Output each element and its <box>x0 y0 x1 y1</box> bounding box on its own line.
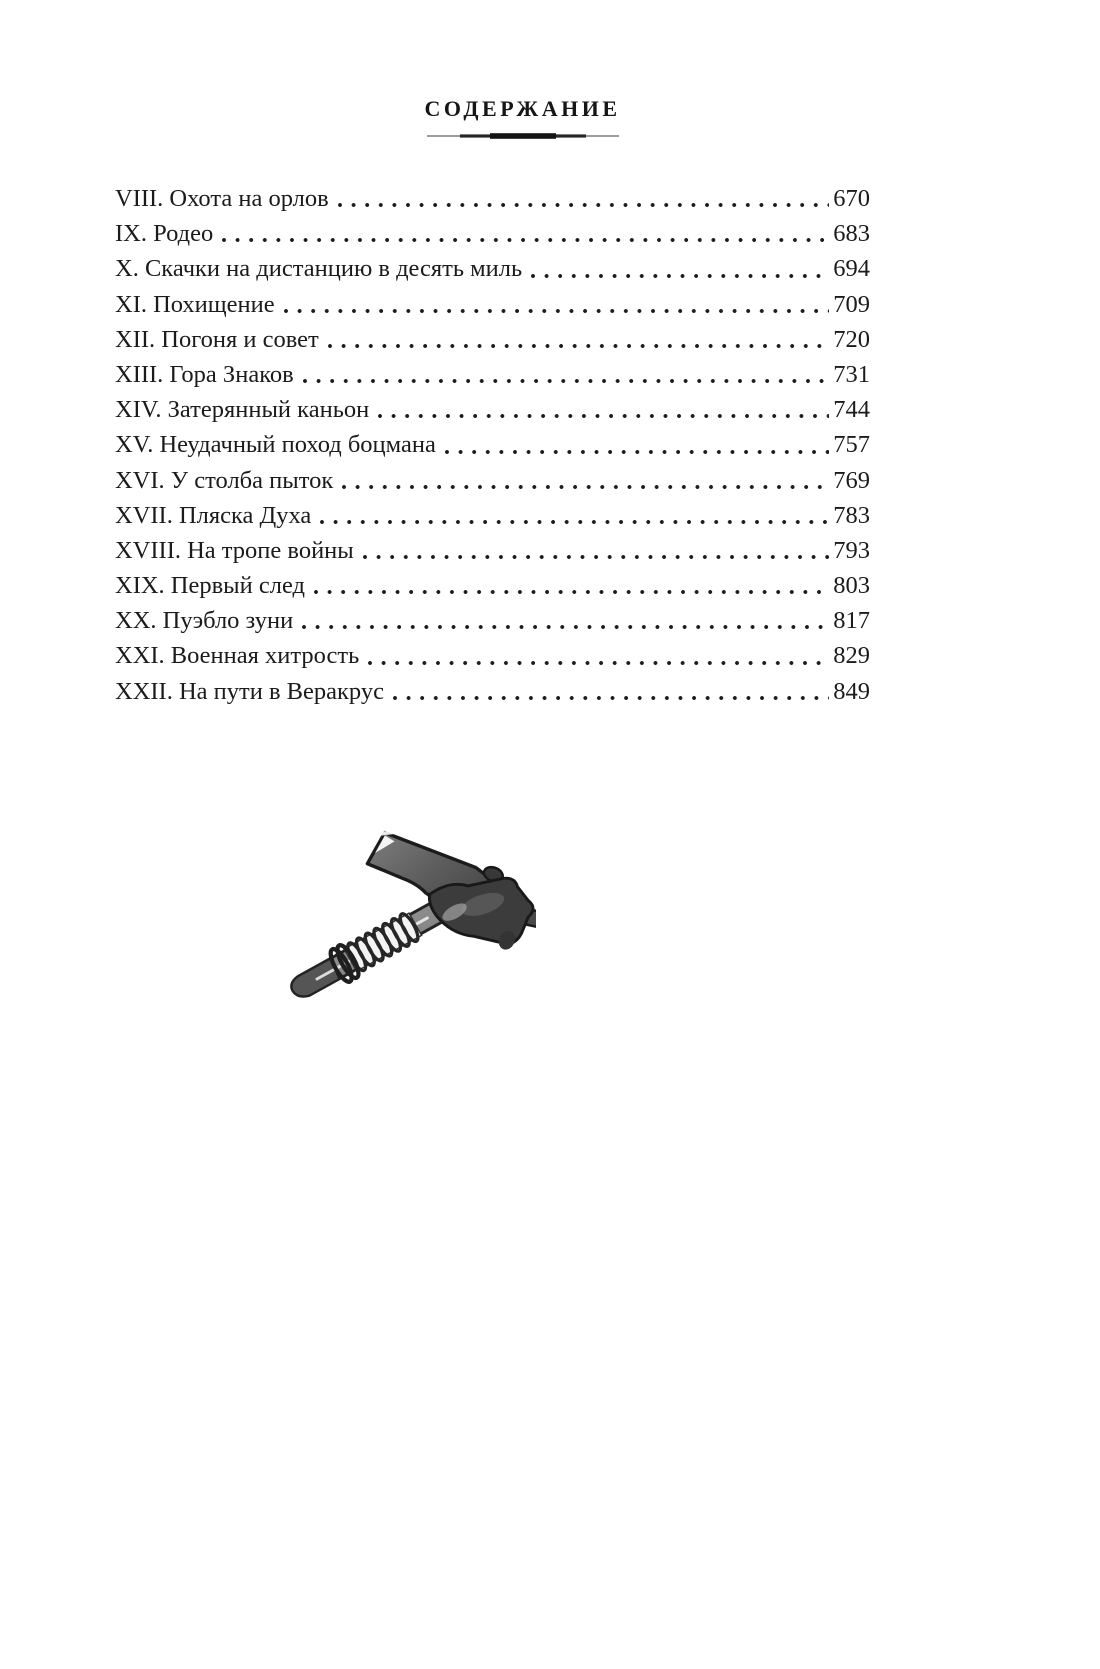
dot-leader <box>222 238 829 242</box>
dot-leader <box>320 520 829 524</box>
dot-leader <box>303 379 830 383</box>
toc-entry-label: XI. Похищение <box>115 290 275 318</box>
toc-row <box>115 603 870 638</box>
dot-leader <box>302 625 829 629</box>
toc-entry-page: 769 <box>833 466 870 494</box>
toc-row <box>115 322 870 357</box>
toc-entry-label: IX. Родео <box>115 220 214 248</box>
divider-rule-icon <box>427 132 619 140</box>
toc-row <box>115 533 870 568</box>
toc-row <box>115 181 870 216</box>
page-title: СОДЕРЖАНИЕ <box>424 96 621 121</box>
toc-row <box>115 674 870 709</box>
toc-entry-label: XXI. Военная хитрость <box>115 642 360 670</box>
dot-leader <box>284 309 830 313</box>
dot-leader <box>314 590 829 594</box>
toc-row <box>115 638 870 673</box>
toc-entry-page: 709 <box>833 290 870 318</box>
title-divider-ornament <box>145 132 900 140</box>
toc-row <box>115 498 870 533</box>
toc-entry-page: 670 <box>833 185 870 212</box>
tomahawk-icon <box>284 818 536 1014</box>
toc-entry-label: XIII. Гора Знаков <box>115 360 294 388</box>
toc-list <box>115 181 870 709</box>
toc-header <box>115 96 870 140</box>
toc-entry-page: 744 <box>833 396 870 424</box>
toc-entry-page: 783 <box>833 501 870 529</box>
toc-entry-page: 683 <box>833 220 870 248</box>
toc-entry-page: 731 <box>833 360 870 388</box>
dot-leader <box>368 661 829 665</box>
toc-entry-label: XXII. На пути в Веракрус <box>115 677 384 705</box>
toc-row <box>115 357 870 392</box>
tomahawk-illustration <box>284 818 536 1014</box>
toc-row <box>115 463 870 498</box>
dot-leader <box>363 555 829 559</box>
dot-leader <box>445 450 829 454</box>
toc-entry-label: XIV. Затерянный каньон <box>115 396 370 424</box>
toc-entry-label: VIII. Охота на орлов <box>115 185 329 212</box>
toc-entry-page: 829 <box>833 642 870 670</box>
toc-entry-page: 793 <box>833 536 870 564</box>
dot-leader <box>393 696 829 700</box>
toc-entry-page: 817 <box>833 607 870 635</box>
toc-entry-label: XVIII. На тропе войны <box>115 536 354 564</box>
dot-leader <box>328 344 829 348</box>
toc-entry-label: XVII. Пляска Духа <box>115 501 312 529</box>
toc-entry-page: 849 <box>833 677 870 705</box>
toc-row <box>115 287 870 322</box>
toc-row <box>115 427 870 462</box>
toc-entry-label: XVI. У столба пыток <box>115 466 334 494</box>
dot-leader <box>342 485 829 489</box>
toc-entry-label: XV. Неудачный поход боцмана <box>115 431 436 459</box>
toc-entry-label: XII. Погоня и совет <box>115 325 319 353</box>
toc-row <box>115 568 870 603</box>
toc-entry-label: XIX. Первый след <box>115 572 305 600</box>
dot-leader <box>378 414 829 418</box>
toc-entry-page: 803 <box>833 572 870 600</box>
toc-entry-page: 720 <box>833 325 870 353</box>
toc-entry-page: 694 <box>833 255 870 283</box>
toc-entry-label: XX. Пуэбло зуни <box>115 607 294 635</box>
toc-header-inner <box>145 96 900 140</box>
toc-entry-page: 757 <box>833 431 870 459</box>
dot-leader <box>338 203 830 207</box>
toc-row <box>115 251 870 286</box>
tomahawk-wrap <box>327 911 422 984</box>
toc-row <box>115 392 870 427</box>
toc-entry-label: X. Скачки на дистанцию в десять миль <box>115 255 523 283</box>
toc-row <box>115 216 870 251</box>
dot-leader <box>531 274 829 278</box>
